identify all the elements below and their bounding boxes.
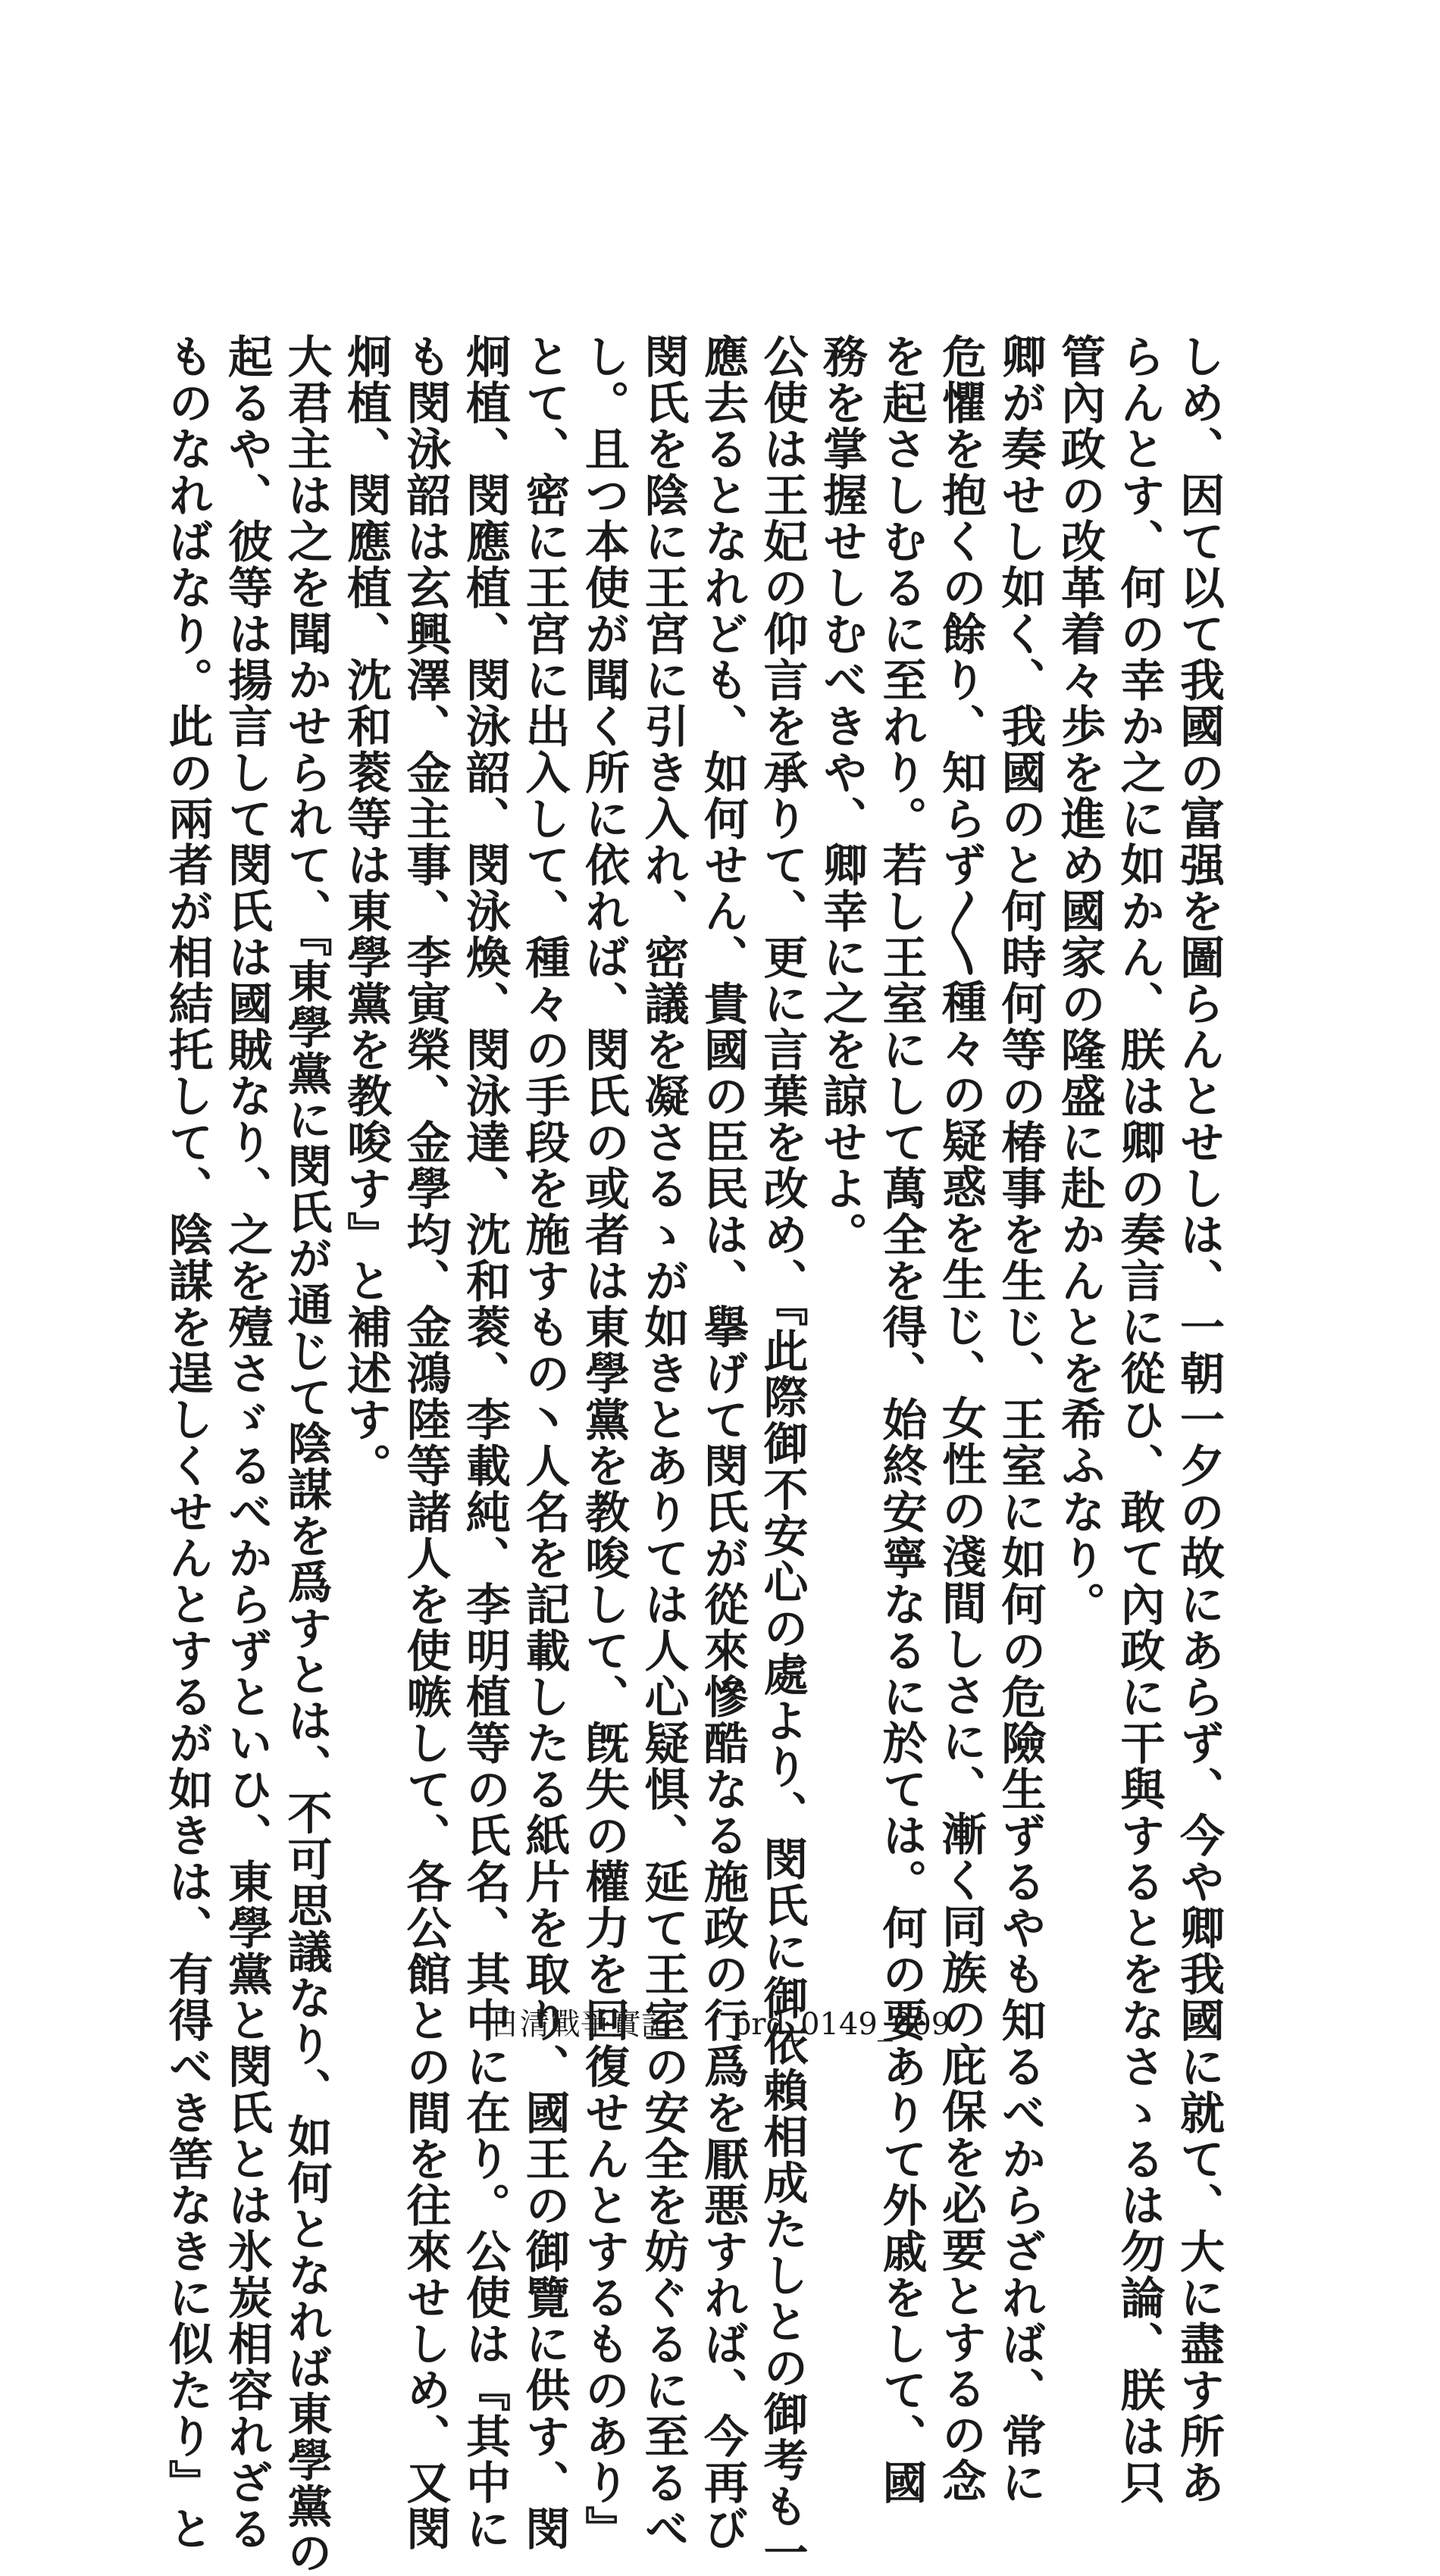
text-column: とて、密に王宮に出入して、種々の手段を施すもの丶人名を記載したる紙片を取り、國王の御覽に供す、閔 [518, 333, 571, 2552]
text-column: 管內政の改革着々歩を進め國家の隆盛に赴かんとを希ふなり。 [1053, 333, 1106, 1627]
text-column: らんとす、何の幸か之に如かん、朕は卿の奏言に從ひ、敢て內政に干與するとをなさゝるは勿論、朕は只 [1113, 333, 1166, 2506]
text-column: 炯植、閔應植、閔泳韶、閔泳煥、閔泳達、沈和蓘、李載純、李明植等の氏名、其中に在り。公使は『其中に [459, 333, 511, 2552]
text-column: 起るや、彼等は揚言して閔氏は國賊なり、之を殪さゞるべからずといひ、東學黨と閔氏とは氷炭相容れざる [221, 333, 273, 2552]
text-column: ものなればなり。此の兩者が相結托して、陰謀を逞しくせんとするが如きは、有得べき筈なきに似たり』と [161, 333, 214, 2552]
text-column: 炯植、閔應植、沈和蓘等は東學黨を教唆す』と補述す。 [340, 333, 392, 1489]
text-column: 大君主は之を聞かせられて、『東學黨に閔氏が通じて陰謀を爲すとは、不可思議なり、如何となれば東學黨の [280, 333, 333, 2576]
text-column: 危懼を抱くの餘り、知らず〳〵種々の疑惑を生じ、女性の淺間しさに、漸く同族の庇保を必要とするの念 [934, 333, 987, 2504]
text-column: を起さしむるに至れり。若し王室にして萬全を得、始終安寧なるに於ては。何の要ありて外戚をして、國 [875, 333, 928, 2506]
text-column: 卿が奏せし如く、我國のと何時何等の椿事を生じ、王室に如何の危險生ずるやも知るべからざれば、常に [994, 333, 1047, 2506]
text-column: 應去るとなれども、如何せん、貴國の臣民は、擧げて閔氏が從來慘酷なる施政の行爲を厭悪すれば、今再び [697, 333, 749, 2552]
text-column: 務を掌握せしむべきや、卿幸に之を諒せよ。 [815, 333, 868, 1258]
text-column: 公使は王妃の仰言を承りて、更に言葉を改め、『此際御不安心の處より、閔氏に御依賴相成たしとの御考も一 [756, 333, 809, 2576]
text-column: 閔氏を陰に王宮に引き入れ、密議を凝さるゝが如きとありては人心疑惧、延て王室の安全を妨ぐるに至るべ [637, 333, 690, 2552]
text-column: し。且つ本使が聞く所に依れば、閔氏の或者は東學黨を教唆して、旣失の權力を回復せんとするものあり』 [578, 333, 630, 2552]
text-column: も閔泳韶は玄興澤、金主事、李寅榮、金學均、金鴻陸等諸人を使嗾して、各公館との間を往來せしめ、又閔 [399, 333, 452, 2552]
page-footer: 日清戰爭實記 prd_0149_009 [489, 2007, 951, 2042]
text-column: しめ、因て以て我國の富强を圖らんとせしは、一朝一夕の故にあらず、今や卿我國に就て、大に盡す所あ [1172, 333, 1225, 2506]
